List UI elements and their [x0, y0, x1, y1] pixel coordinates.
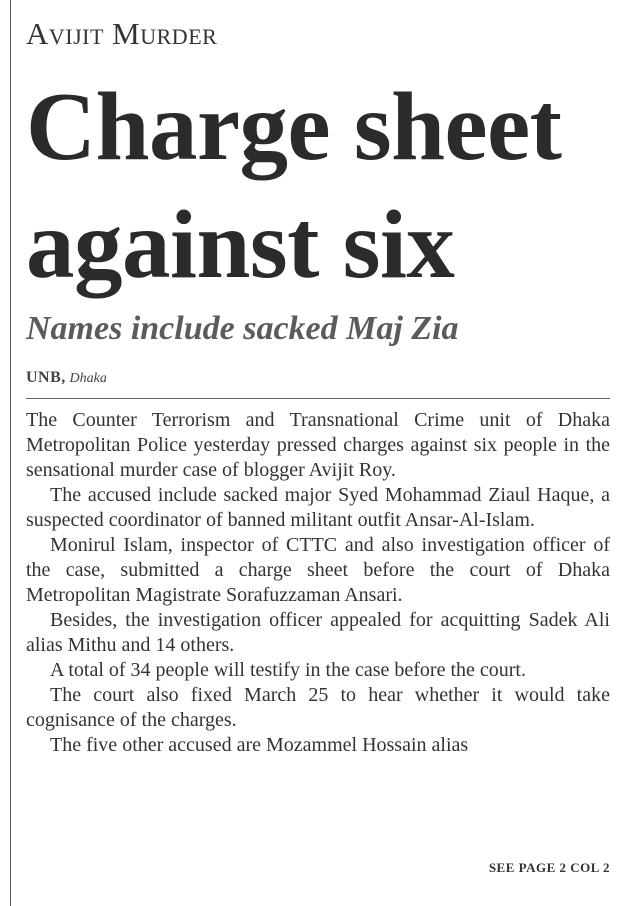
article-paragraph: The five other accused are Mozammel Hossain alias [50, 734, 469, 756]
byline-agency: UNB, [26, 369, 66, 386]
byline-place: Dhaka [69, 371, 107, 386]
article-body [26, 408, 610, 758]
article-paragraph: Besides, the investigation officer appealed for acquitting Sadek Ali alias Mithu and 14 others. [26, 609, 610, 656]
headline-line-1: Charge sheet [26, 73, 562, 180]
article-paragraph: A total of 34 people will testify in the case before the court. [50, 659, 526, 681]
article-kicker: Avijit Murder [26, 16, 218, 51]
headline-line-2: against six [26, 191, 455, 298]
article-subheadline: Names include sacked Maj Zia [26, 310, 459, 347]
article-paragraph: The Counter Terrorism and Transnational Crime unit of Dhaka Metropolitan Police yesterday pressed charges against six people in the sensational murder case of blogger Avijit Roy. [26, 409, 610, 481]
article-paragraph: The court also fixed March 25 to hear whether it would take cognisance of the charges. [26, 684, 610, 731]
article-byline [26, 369, 107, 387]
byline-divider [26, 398, 610, 399]
column-rule-left [10, 0, 11, 906]
continuation-link[interactable]: SEE PAGE 2 COL 2 [488, 860, 610, 875]
article-paragraph: The accused include sacked major Syed Mohammad Ziaul Haque, a suspected coordinator of banned militant outfit Ansar-Al-Islam. [26, 484, 610, 531]
article-paragraph: Monirul Islam, inspector of CTTC and also investigation officer of the case, submitted a charge sheet before the court of Dhaka Metropolitan Magistrate Sorafuzzaman Ansari. [26, 534, 610, 606]
article-headline [26, 68, 561, 304]
